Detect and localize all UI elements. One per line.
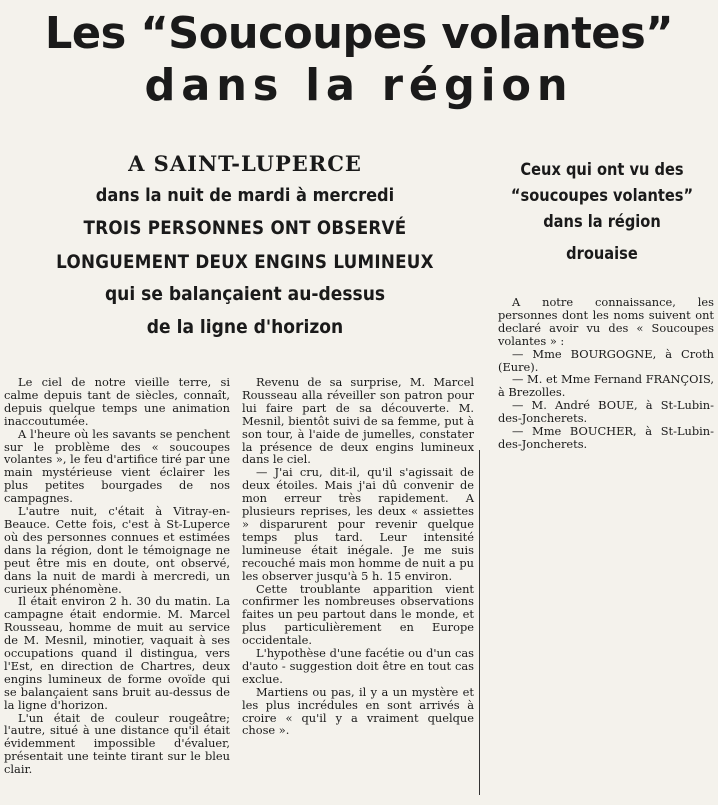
- col1-paragraph: Il était environ 2 h. 30 du matin. La campagne était endormie. M. Marcel Rousseau, homme de muit au service de M. Mesnil, minotier, vaquait à ses occupations quand il distingua, vers l'Est, en direction de Chartres, deux engins lumineux de forme ovoïde qui se balançaient sans bruit au-dessus de la ligne d'horizon.: [4, 594, 230, 712]
- article-subhead: dans la nuit de mardi à mercredi: [95, 185, 395, 206]
- col2-paragraph: — J'ai cru, dit-il, qu'il s'agissait de deux étoiles. Mais j'ai dû convenir de mon erreur très rapidement. A plusieurs reprises, les deux « assiettes » disparurent pour revenir quelque temps plus tard. Leur intensité lumineuse était inégale. Je me suis recouché mais mon homme de nuit a pu les observer jusqu'à 5 h. 15 environ.: [242, 465, 474, 583]
- article-deck-line-2: LONGUEMENT DEUX ENGINS LUMINEUX: [56, 251, 434, 273]
- article-kicker: A SAINT-LUPERCE: [128, 151, 362, 176]
- sidebar-title-line-2: “soucoupes volantes”: [510, 186, 694, 206]
- sidebar-intro: A notre connaissance, les personnes dont les noms suivent ont declaré avoir vu des « Soucoupes volantes » :: [498, 295, 714, 348]
- col1-paragraph: Le ciel de notre vieille terre, si calme depuis tant de siècles, connaît, depuis quelque temps une animation inaccoutumée.: [4, 375, 230, 428]
- article-deck-line-4: de la ligne d'horizon: [146, 316, 344, 338]
- witness-item: — M. et Mme Fernand FRANÇOIS, à Brezolles.: [498, 372, 714, 400]
- article-heading-block: [0, 148, 490, 344]
- sidebar-heading: [488, 157, 716, 267]
- col2-paragraph: Revenu de sa surprise, M. Marcel Rousseau alla réveiller son patron pour lui faire part de sa découverte. M. Mesnil, bientôt suivi de sa femme, put à son tour, à l'aide de jumelles, constater la présence de deux engins lumineux dans le ciel.: [242, 375, 474, 467]
- witness-item: — M. André BOUE, à St-Lubin-des-Joncherets.: [498, 398, 714, 426]
- headline: [7, 8, 711, 112]
- col2-paragraph: Martiens ou pas, il y a un mystère et les plus incrédules en sont arrivés à croire « qu'il y a vraiment quelque chose ».: [242, 684, 474, 738]
- col1-paragraph: A l'heure où les savants se penchent sur le problème des « soucoupes volantes », le feu d'artifice tiré par une main mystérieuse vient éclairer les plus petites bourgades de nos campagnes.: [4, 426, 230, 506]
- column-divider: [479, 450, 480, 795]
- article-column-2: [242, 376, 474, 737]
- article-deck-line-3: qui se balançaient au-dessus: [104, 283, 386, 305]
- sidebar-title-line-4: drouaise: [566, 244, 638, 264]
- headline-line-1: Les “Soucoupes volantes”: [44, 8, 674, 59]
- witness-item: — Mme BOURGOGNE, à Croth (Eure).: [498, 346, 714, 374]
- col2-paragraph: Cette troublante apparition vient confirmer les nombreuses observations faites un peu partout dans le monde, et plus particulièrement en Europe occidentale.: [242, 581, 474, 648]
- col2-paragraph: L'hypothèse d'une facétie ou d'un cas d'auto - suggestion doit être en tout cas exclue.: [242, 646, 474, 686]
- article-deck-line-1: TROIS PERSONNES ONT OBSERVÉ: [83, 217, 407, 239]
- sidebar-title-line-1: Ceux qui ont vu des: [520, 160, 684, 180]
- headline-line-2: dans la région: [144, 60, 574, 111]
- col1-paragraph: L'un était de couleur rougeâtre; l'autre, situé à une distance qu'il était évidemment impossible d'évaluer, présentait une teinte tirant sur le bleu clair.: [4, 710, 230, 777]
- sidebar-title-line-3: dans la région: [543, 212, 661, 232]
- sidebar-witness-list: [498, 296, 714, 451]
- witness-item: — Mme BOUCHER, à St-Lubin-des-Joncherets.: [498, 424, 714, 451]
- article-column-1: [4, 376, 230, 776]
- col1-paragraph: L'autre nuit, c'était à Vitray-en-Beauce. Cette fois, c'est à St-Luperce où des personnes connues et estimées dans la région, dont le témoignage ne peut être mis en doute, ont observé, dans la nuit de mardi à mercredi, un curieux phénomène.: [4, 504, 230, 596]
